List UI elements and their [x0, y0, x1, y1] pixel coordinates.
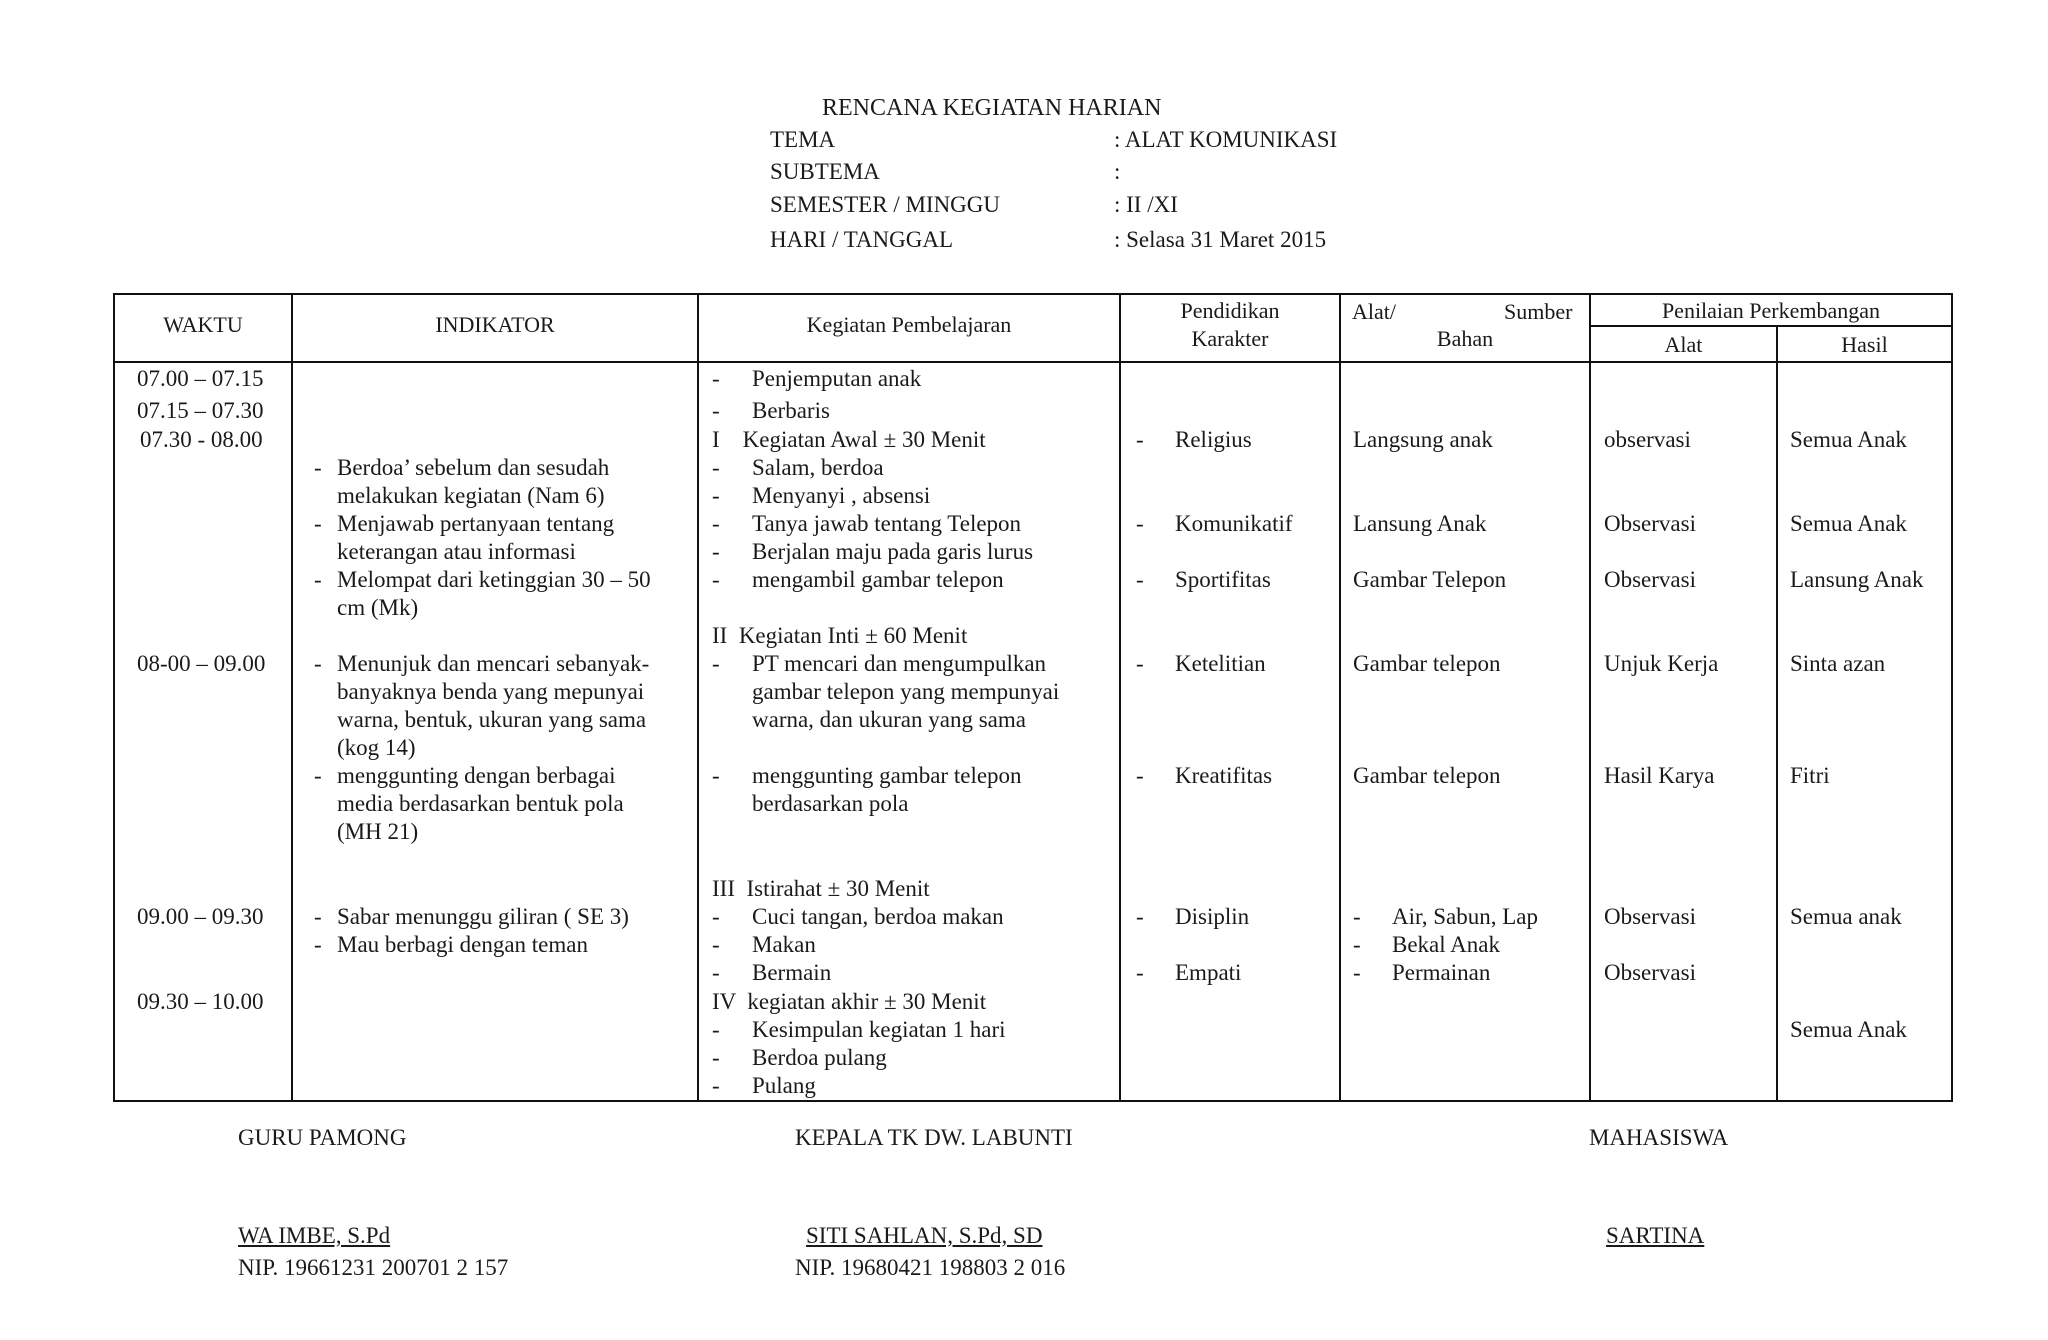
kegiatan-section: III Istirahat ± 30 Menit [712, 876, 930, 901]
bullet-dash: - [712, 1073, 720, 1098]
kegiatan-item: Menyanyi , absensi [752, 483, 931, 508]
penilaian-alat-item: observasi [1604, 427, 1691, 452]
indikator-line: Menunjuk dan mencari sebanyak- [337, 651, 650, 676]
penilaian-alat-item: Observasi [1604, 567, 1696, 592]
kegiatan-item: Salam, berdoa [752, 455, 884, 480]
penilaian-hasil-item: Semua Anak [1790, 511, 1907, 536]
bullet-dash: - [712, 960, 720, 985]
header-indikator: INDIKATOR [435, 312, 555, 337]
header-waktu: WAKTU [163, 312, 243, 337]
alat-sumber-item: Lansung Anak [1353, 511, 1487, 536]
header-alat-bottom: Bahan [1436, 326, 1494, 351]
karakter-item: Disiplin [1175, 904, 1250, 929]
kegiatan-item: Berjalan maju pada garis lurus [752, 539, 1034, 564]
signature-name: SITI SAHLAN, S.Pd, SD [806, 1223, 1043, 1248]
table-col-divider [1119, 293, 1121, 1102]
indikator-line: cm (Mk) [337, 595, 419, 620]
indikator-line: keterangan atau informasi [337, 539, 576, 564]
bullet-dash: - [712, 483, 720, 508]
kegiatan-item: gambar telepon yang mempunyai [752, 679, 1060, 704]
bullet-dash: - [314, 904, 322, 929]
kegiatan-item: Tanya jawab tentang Telepon [752, 511, 1022, 536]
kegiatan-item: PT mencari dan mengumpulkan [752, 651, 1047, 676]
header-alat-left: Alat/ [1352, 299, 1396, 324]
bullet-dash: - [1136, 904, 1144, 929]
bullet-dash: - [314, 651, 322, 676]
kegiatan-item: Kesimpulan kegiatan 1 hari [752, 1017, 1006, 1042]
penilaian-alat-item: Observasi [1604, 511, 1696, 536]
kegiatan-item: Bermain [752, 960, 832, 985]
header-penilaian-alat: Alat [1664, 332, 1703, 357]
indikator-line: Mau berbagi dengan teman [337, 932, 588, 957]
karakter-item: Religius [1175, 427, 1252, 452]
table-border-left [113, 293, 115, 1102]
waktu-cell: 09.30 – 10.00 [137, 989, 264, 1014]
field-label-subtema: SUBTEMA [770, 159, 880, 184]
table-col-divider [1776, 325, 1778, 1102]
field-label-semester: SEMESTER / MINGGU [770, 192, 1001, 217]
penilaian-hasil-item: Fitri [1790, 763, 1830, 788]
kegiatan-item: Berdoa pulang [752, 1045, 887, 1070]
field-label-tema: TEMA [770, 127, 836, 152]
table-col-divider [697, 293, 699, 1102]
alat-sumber-item: Langsung anak [1353, 427, 1493, 452]
alat-sumber-item: Air, Sabun, Lap [1392, 904, 1538, 929]
bullet-dash: - [1136, 960, 1144, 985]
bullet-dash: - [712, 511, 720, 536]
table-col-divider [291, 293, 293, 1102]
table-border-bottom [113, 1100, 1953, 1102]
bullet-dash: - [712, 763, 720, 788]
bullet-dash: - [712, 398, 720, 423]
kegiatan-section: II Kegiatan Inti ± 60 Menit [712, 623, 968, 648]
header-penilaian: Penilaian Perkembangan [1661, 298, 1881, 323]
bullet-dash: - [1353, 932, 1361, 957]
bullet-dash: - [712, 1017, 720, 1042]
kegiatan-item: Pulang [752, 1073, 816, 1098]
indikator-line: Berdoa’ sebelum dan sesudah [337, 455, 610, 480]
bullet-dash: - [1136, 567, 1144, 592]
bullet-dash: - [1353, 904, 1361, 929]
penilaian-hasil-item: Sinta azan [1790, 651, 1886, 676]
karakter-item: Empati [1175, 960, 1242, 985]
penilaian-alat-item: Observasi [1604, 904, 1696, 929]
table-border-right [1951, 293, 1953, 1102]
signature-name: WA IMBE, S.Pd [238, 1223, 391, 1248]
bullet-dash: - [1136, 511, 1144, 536]
kegiatan-item: warna, dan ukuran yang sama [752, 707, 1026, 732]
bullet-dash: - [712, 904, 720, 929]
header-karakter-line1: Pendidikan [1180, 298, 1280, 323]
penilaian-hasil-item: Semua anak [1790, 904, 1902, 929]
penilaian-hasil-item: Semua Anak [1790, 427, 1907, 452]
waktu-cell: 07.30 - 08.00 [140, 427, 263, 452]
bullet-dash: - [712, 932, 720, 957]
bullet-dash: - [1353, 960, 1361, 985]
kegiatan-item: mengambil gambar telepon [752, 567, 1004, 592]
karakter-item: Kreatifitas [1175, 763, 1273, 788]
waktu-cell: 09.00 – 09.30 [137, 904, 264, 929]
header-alat-right: Sumber [1504, 299, 1573, 324]
page-title: RENCANA KEGIATAN HARIAN [822, 95, 1162, 121]
field-value-semester: : II /XI [1114, 192, 1178, 217]
kegiatan-item: Makan [752, 932, 816, 957]
bullet-dash: - [314, 511, 322, 536]
penilaian-hasil-item: Lansung Anak [1790, 567, 1924, 592]
indikator-line: (MH 21) [337, 819, 419, 844]
alat-sumber-item: Gambar Telepon [1353, 567, 1507, 592]
table-divider-header [113, 361, 1953, 363]
kegiatan-section: I Kegiatan Awal ± 30 Menit [712, 427, 986, 452]
bullet-dash: - [712, 1045, 720, 1070]
indikator-line: media berdasarkan bentuk pola [337, 791, 624, 816]
kegiatan-item: berdasarkan pola [752, 791, 909, 816]
karakter-item: Komunikatif [1175, 511, 1293, 536]
field-value-tema: : ALAT KOMUNIKASI [1114, 127, 1338, 152]
indikator-line: Melompat dari ketinggian 30 – 50 [337, 567, 651, 592]
bullet-dash: - [1136, 763, 1144, 788]
penilaian-alat-item: Observasi [1604, 960, 1696, 985]
kegiatan-section: IV kegiatan akhir ± 30 Menit [712, 989, 987, 1014]
penilaian-hasil-item: Semua Anak [1790, 1017, 1907, 1042]
signature-name: SARTINA [1606, 1223, 1705, 1248]
table-col-divider [1339, 293, 1341, 1102]
waktu-cell: 07.00 – 07.15 [137, 366, 264, 391]
bullet-dash: - [712, 651, 720, 676]
bullet-dash: - [314, 763, 322, 788]
signature-role: KEPALA TK DW. LABUNTI [795, 1125, 1073, 1150]
kegiatan-item: Penjemputan anak [752, 366, 922, 391]
bullet-dash: - [712, 539, 720, 564]
table-divider-penilaian [1590, 325, 1953, 327]
bullet-dash: - [314, 932, 322, 957]
alat-sumber-item: Gambar telepon [1353, 763, 1501, 788]
header-kegiatan: Kegiatan Pembelajaran [806, 312, 1012, 337]
signature-role: GURU PAMONG [238, 1125, 407, 1150]
bullet-dash: - [1136, 651, 1144, 676]
indikator-line: Sabar menunggu giliran ( SE 3) [337, 904, 629, 929]
bullet-dash: - [314, 567, 322, 592]
table-col-divider [1589, 293, 1591, 1102]
indikator-line: (kog 14) [337, 735, 416, 760]
field-value-tanggal: : Selasa 31 Maret 2015 [1114, 227, 1327, 252]
waktu-cell: 08-00 – 09.00 [137, 651, 266, 676]
indikator-line: Menjawab pertanyaan tentang [337, 511, 615, 536]
indikator-line: banyaknya benda yang mepunyai [337, 679, 645, 704]
header-penilaian-hasil: Hasil [1841, 332, 1888, 357]
bullet-dash: - [712, 455, 720, 480]
karakter-item: Sportifitas [1175, 567, 1271, 592]
alat-sumber-item: Permainan [1392, 960, 1491, 985]
kegiatan-item: Cuci tangan, berdoa makan [752, 904, 1004, 929]
alat-sumber-item: Bekal Anak [1392, 932, 1500, 957]
penilaian-alat-item: Hasil Karya [1604, 763, 1715, 788]
bullet-dash: - [314, 455, 322, 480]
karakter-item: Ketelitian [1175, 651, 1266, 676]
bullet-dash: - [1136, 427, 1144, 452]
kegiatan-item: menggunting gambar telepon [752, 763, 1022, 788]
waktu-cell: 07.15 – 07.30 [137, 398, 264, 423]
indikator-line: menggunting dengan berbagai [337, 763, 616, 788]
header-karakter-line2: Karakter [1191, 326, 1269, 351]
signature-nip: NIP. 19661231 200701 2 157 [238, 1255, 509, 1280]
signature-nip: NIP. 19680421 198803 2 016 [795, 1255, 1066, 1280]
table-border-top [113, 293, 1953, 295]
indikator-line: melakukan kegiatan (Nam 6) [337, 483, 605, 508]
bullet-dash: - [712, 567, 720, 592]
penilaian-alat-item: Unjuk Kerja [1604, 651, 1719, 676]
signature-role: MAHASISWA [1589, 1125, 1729, 1150]
field-value-subtema: : [1114, 159, 1121, 184]
kegiatan-item: Berbaris [752, 398, 830, 423]
alat-sumber-item: Gambar telepon [1353, 651, 1501, 676]
field-label-tanggal: HARI / TANGGAL [770, 227, 954, 252]
bullet-dash: - [712, 366, 720, 391]
indikator-line: warna, bentuk, ukuran yang sama [337, 707, 647, 732]
